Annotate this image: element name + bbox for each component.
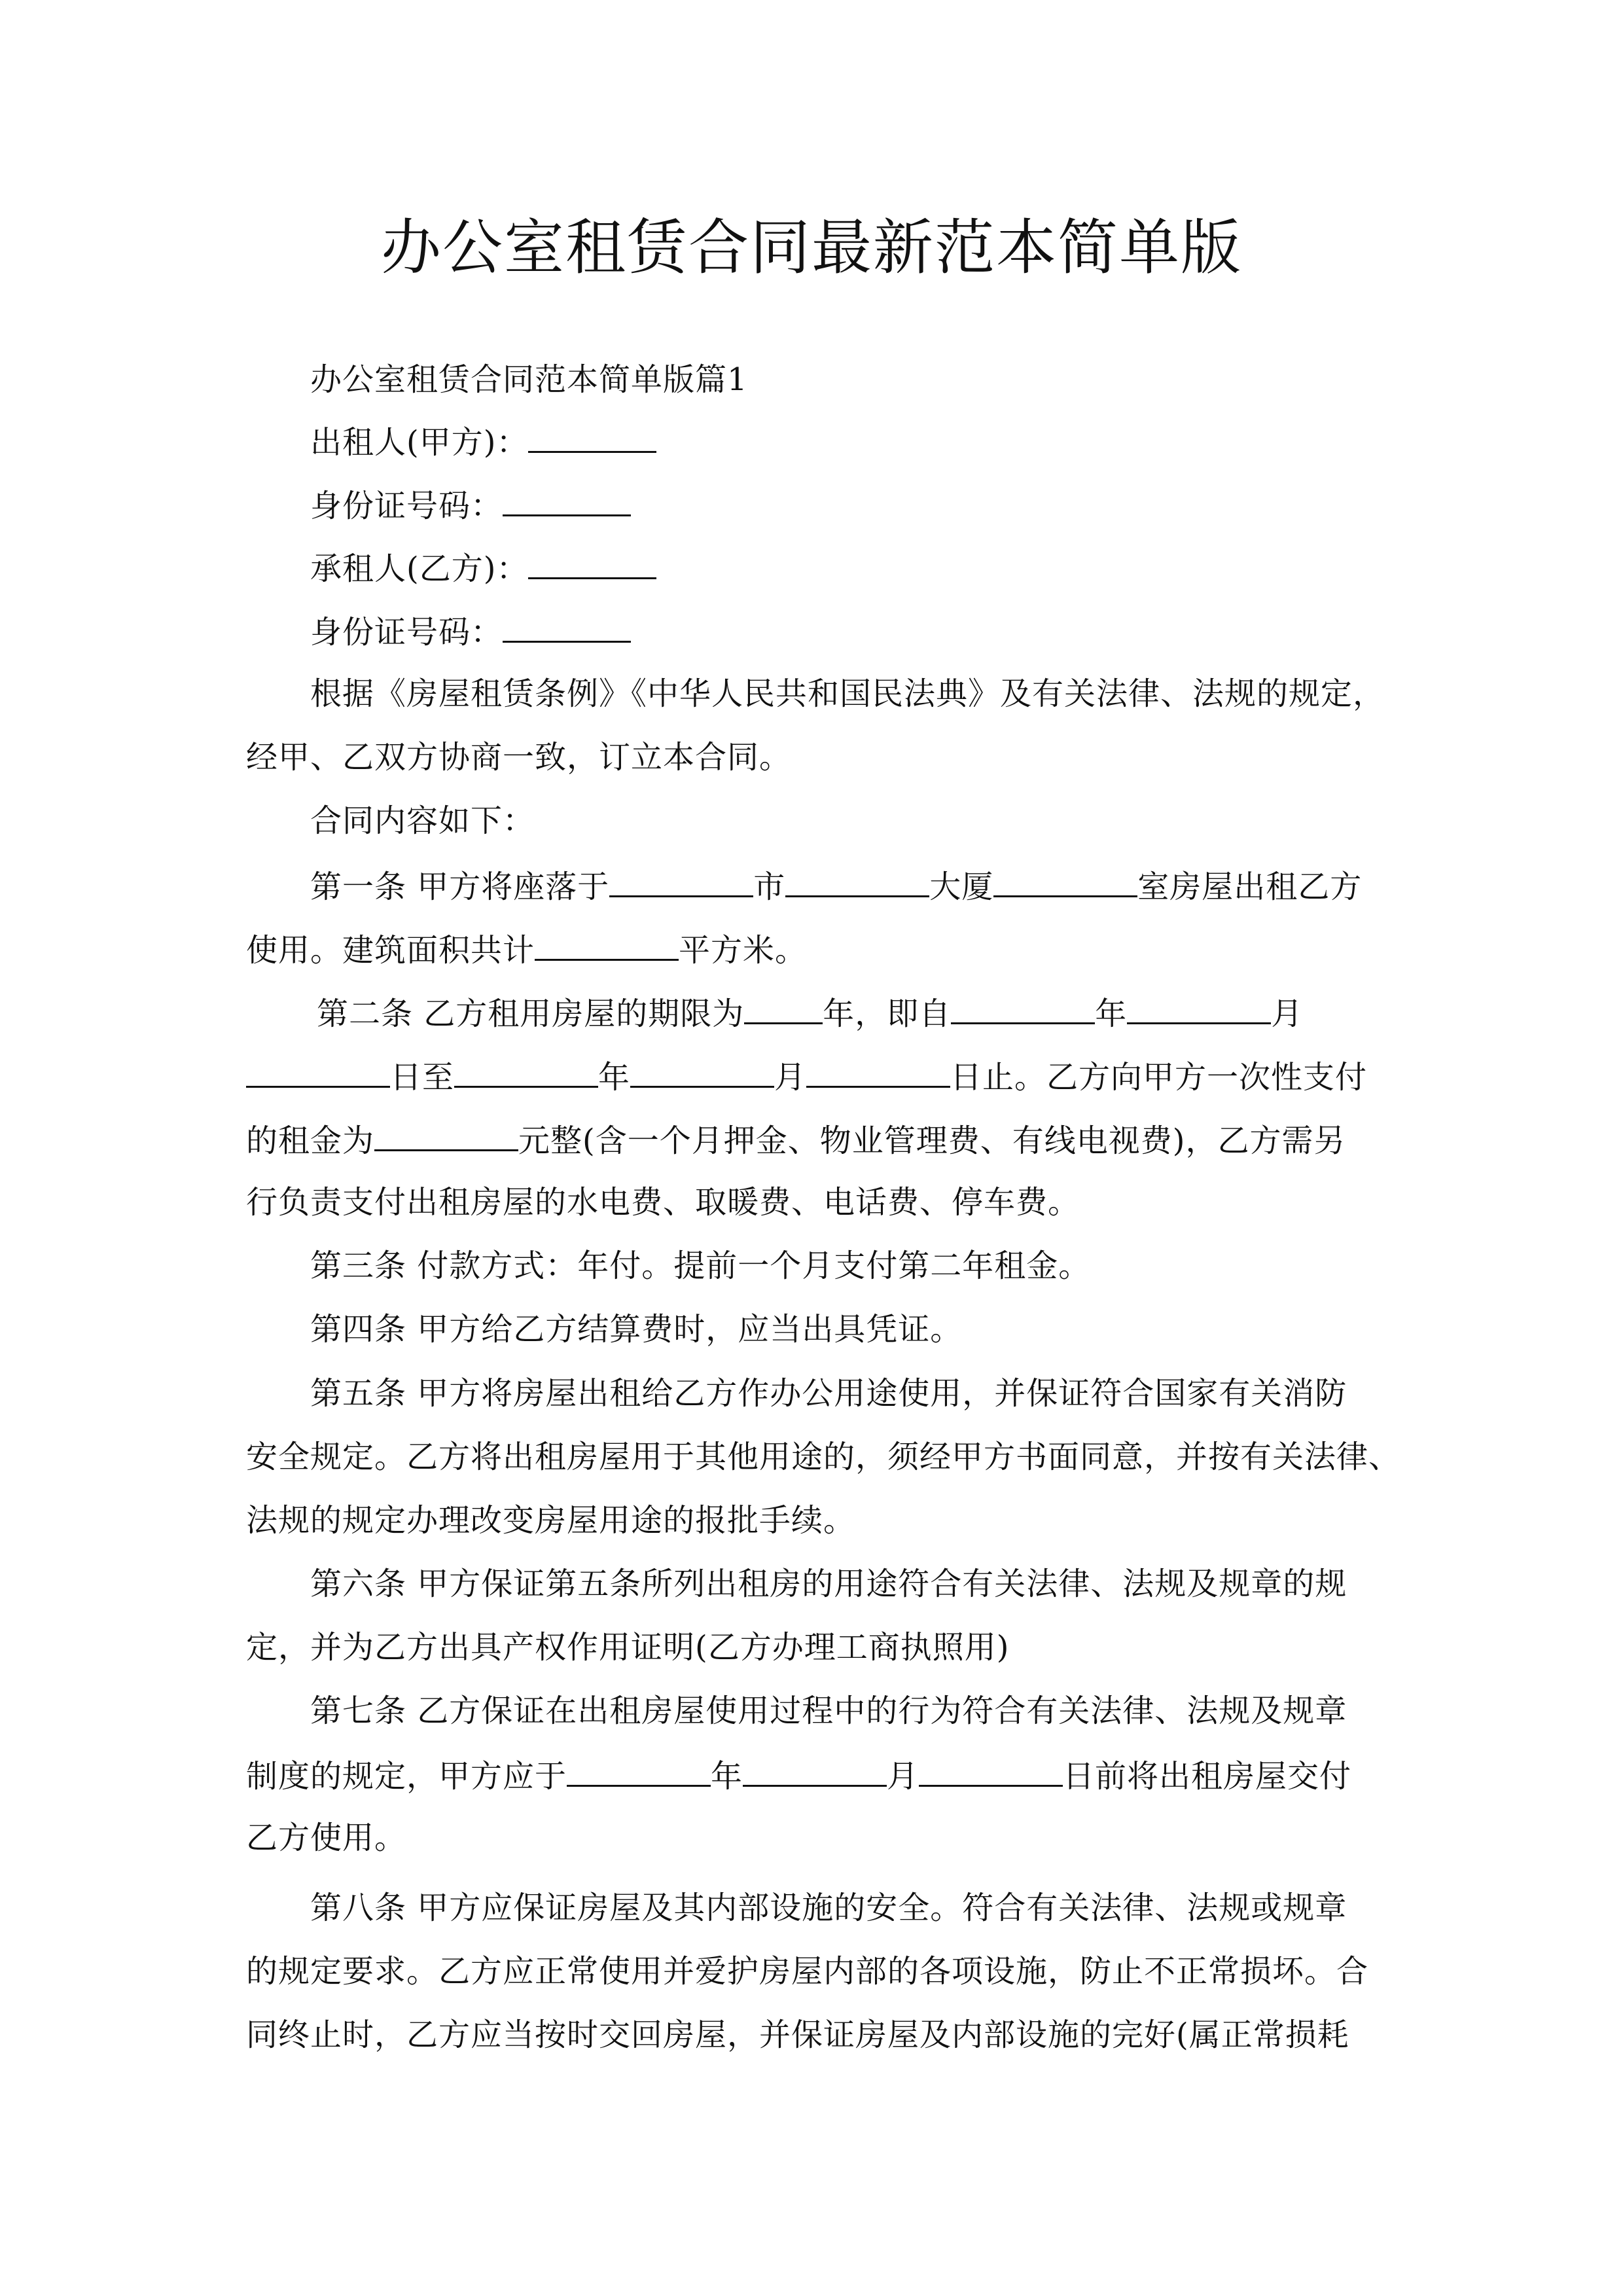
article-7-line-3: 乙方使用。 <box>246 1820 407 1856</box>
article-7-text: 日前将出租房屋交付 <box>1063 1758 1352 1795</box>
start-year-blank[interactable] <box>951 992 1095 1024</box>
article-1-text: 室房屋出租乙方 <box>1137 869 1363 905</box>
article-4: 第四条 甲方给乙方结算费时，应当出具凭证。 <box>310 1311 963 1348</box>
article-3: 第三条 付款方式：年付。提前一个月支付第二年租金。 <box>310 1247 1091 1284</box>
preamble-line-2: 经甲、乙双方协商一致，订立本合同。 <box>246 739 792 776</box>
article-2-text: 的租金为 <box>246 1122 375 1159</box>
lessee-id-blank[interactable] <box>503 611 631 643</box>
article-7-text: 制度的规定，甲方应于 <box>246 1758 567 1795</box>
article-2-line-3 <box>246 1119 1346 1160</box>
handover-month-blank[interactable] <box>743 1755 887 1787</box>
article-8-line-2: 的规定要求。乙方应正常使用并爱护房屋内部的各项设施，防止不正常损坏。合 <box>246 1953 1369 1990</box>
article-5-line-2: 安全规定。乙方将出租房屋用于其他用途的，须经甲方书面同意，并按有关法律、 <box>246 1439 1401 1475</box>
article-2-text: 月 <box>774 1059 807 1096</box>
end-month-blank[interactable] <box>630 1056 774 1088</box>
area-blank[interactable] <box>535 929 679 961</box>
article-7-line-2 <box>246 1755 1351 1796</box>
handover-year-blank[interactable] <box>567 1755 711 1787</box>
rent-amount-blank[interactable] <box>374 1119 518 1151</box>
article-2-text: 日至 <box>390 1059 455 1096</box>
article-2-text: 日止。乙方向甲方一次性支付 <box>950 1059 1368 1096</box>
article-2-line-2 <box>246 1056 1367 1097</box>
article-2-text: 月 <box>1271 996 1304 1032</box>
lessor-id-field <box>310 484 631 526</box>
handover-day-blank[interactable] <box>919 1755 1063 1787</box>
article-8-line-1: 第八条 甲方应保证房屋及其内部设施的安全。符合有关法律、法规或规章 <box>310 1890 1347 1926</box>
term-years-blank[interactable] <box>744 992 823 1024</box>
lessee-field <box>310 547 656 588</box>
article-6-line-2: 定，并为乙方出具产权作用证明(乙方办理工商执照用) <box>246 1629 1010 1666</box>
article-7-line-1: 第七条 乙方保证在出租房屋使用过程中的行为符合有关法律、法规及规章 <box>310 1693 1347 1729</box>
document-title: 办公室租赁合同最新范本简单版 <box>380 213 1242 283</box>
city-blank[interactable] <box>609 865 753 897</box>
end-year-blank[interactable] <box>454 1056 598 1088</box>
article-2-text: 第二条 乙方租用房屋的期限为 <box>317 996 745 1032</box>
article-5-line-1: 第五条 甲方将房屋出租给乙方作办公用途使用，并保证符合国家有关消防 <box>310 1375 1347 1412</box>
section-heading: 办公室租赁合同范本简单版篇1 <box>310 361 748 398</box>
lessor-label: 出租人(甲方)： <box>310 424 529 461</box>
start-day-blank[interactable] <box>246 1056 390 1088</box>
article-2-text: 年，即自 <box>823 996 952 1032</box>
article-1-text: 市 <box>753 869 786 905</box>
lessee-label: 承租人(乙方)： <box>310 550 529 587</box>
end-day-blank[interactable] <box>806 1056 950 1088</box>
article-7-text: 月 <box>887 1758 919 1795</box>
room-blank[interactable] <box>993 865 1137 897</box>
lessee-id-label: 身份证号码： <box>310 614 503 651</box>
article-1-text: 使用。建筑面积共计 <box>246 932 535 969</box>
article-1-text: 第一条 甲方将座落于 <box>310 869 610 905</box>
article-8-line-3: 同终止时，乙方应当按时交回房屋，并保证房屋及内部设施的完好(属正常损耗 <box>246 2017 1349 2053</box>
article-5-line-3: 法规的规定办理改变房屋用途的报批手续。 <box>246 1502 856 1539</box>
lessor-id-blank[interactable] <box>503 484 631 516</box>
article-1-text: 大厦 <box>929 869 994 905</box>
article-1-text: 平方米。 <box>679 932 808 969</box>
article-2-line-4: 行负责支付出租房屋的水电费、取暖费、电话费、停车费。 <box>246 1184 1080 1221</box>
lessor-id-label: 身份证号码： <box>310 488 503 524</box>
article-1-line-1 <box>310 865 1362 906</box>
article-1-line-2 <box>246 929 807 970</box>
lessor-field <box>310 421 656 462</box>
article-2-text: 年 <box>1095 996 1128 1032</box>
article-6-line-1: 第六条 甲方保证第五条所列出租房的用途符合有关法律、法规及规章的规 <box>310 1566 1347 1602</box>
article-2-text: 年 <box>598 1059 631 1096</box>
article-2-line-1 <box>317 992 1303 1033</box>
building-blank[interactable] <box>785 865 929 897</box>
article-7-text: 年 <box>711 1758 743 1795</box>
lessee-id-field <box>310 611 631 652</box>
start-month-blank[interactable] <box>1127 992 1271 1024</box>
lessor-blank[interactable] <box>528 421 656 453</box>
preamble-line-1: 根据《房屋租赁条例》《中华人民共和国民法典》及有关法律、法规的规定， <box>310 675 1385 712</box>
lessee-blank[interactable] <box>528 547 656 579</box>
article-2-text: 元整(含一个月押金、物业管理费、有线电视费)，乙方需另 <box>518 1122 1346 1159</box>
contents-label: 合同内容如下： <box>310 802 535 839</box>
